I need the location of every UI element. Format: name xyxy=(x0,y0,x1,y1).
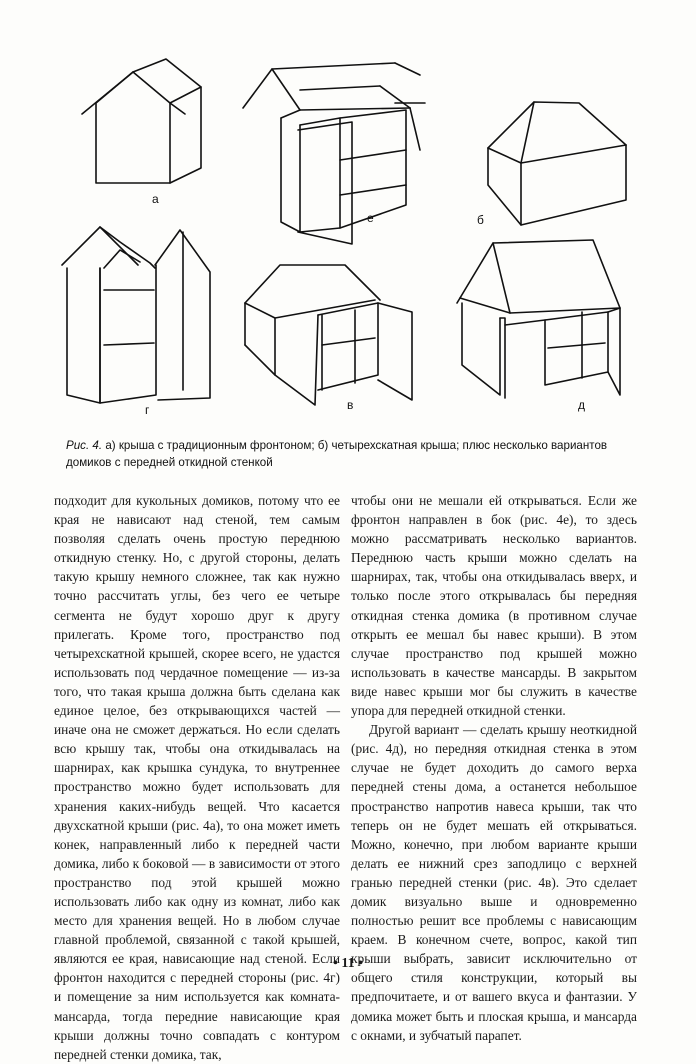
paragraph: чтобы они не мешали ей открываться. Если же фронтон направлен в бок (рис. 4е), то здесь можно рассматривать несколько вариантов. Переднюю часть крыши можно сделать на шарнирах, так, чтобы она откидывалась вверх, и только после этого открывалась бы передняя откидная стенка домика (в противном случае открыть ее мешал бы навес крыши). В этом случае пространство под крышей можно использовать в качестве мансарды. В закрытом виде навес крыши мог бы служить в качестве упора для передней откидной стенки. xyxy=(351,493,637,719)
house-g-drawing xyxy=(62,227,210,403)
figure-label-e: е xyxy=(367,211,374,225)
left-column xyxy=(54,491,340,1064)
house-v-drawing xyxy=(245,265,412,405)
figure-caption-label: Рис. 4. xyxy=(66,439,103,452)
paragraph: Другой вариант — сделать крышу неоткидной (рис. 4д), но передняя откидная стенка в этом случае не будет доходить до самого верха передней стены дома, а останется небольшое пространство напротив навеса крыши, так что теперь он не будет мешать ей открываться. Можно, конечно, при любом варианте крыши делать ее нижний срез заподлицо с верхней гранью передней стенки (рис. 4в). Это сделает домик визуально выше и одновременно полностью решит все проблемы с нависающим краем. В конечном счете, вопрос, какой тип крыши выбрать, зависит исключительно от общего стиля конструкции, который вы предпочитаете, и от вашего вкуса и фантазии. У домика может быть и плоская крыша, и мансарда с окнами, и зубчатый парапет. xyxy=(351,722,637,1043)
house-b-drawing xyxy=(488,102,626,225)
house-a-drawing xyxy=(82,59,201,183)
illustration-figure xyxy=(0,0,696,430)
page-number: • 11 • xyxy=(332,956,364,971)
house-e-drawing xyxy=(243,63,425,244)
dollhouse-drawings xyxy=(0,0,696,430)
figure-caption-text: а) крыша с традиционным фронтоном; б) четырехскатная крыша; плюс несколько вариантов домиков с передней откидной стенкой xyxy=(66,439,608,469)
figure-label-v: в xyxy=(347,398,354,412)
figure-caption xyxy=(66,438,636,471)
figure-label-b: б xyxy=(477,213,484,227)
figure-label-a: а xyxy=(152,192,159,206)
house-d-drawing xyxy=(457,240,620,398)
figure-label-d: д xyxy=(578,398,586,412)
figure-label-g: г xyxy=(145,403,150,417)
paragraph: подходит для кукольных домиков, потому что ее края не нависают над стеной, тем самым позволяя сделать очень простую переднюю откидную стенку. Но, с другой стороны, делать такую крышу немного сложнее, так как нужно точно рассчитать углы, без чего ее четыре сегмента не будут хорошо друг к другу прилегать. Кроме того, пространство под четырехскатной крышей, скорее всего, не удастся использовать под чердачное помещение — из-за того, что такая крыша должна быть сделана как единое целое, без открывающихся частей — иначе она не сможет держаться. Но если сделать всю крышу так, чтобы она откидывалась на шарнирах, как крышка сундука, то внутреннее пространство можно будет использовать для хранения каких-нибудь вещей. Что касается двухскатной крыши (рис. 4а), то она может иметь конек, направленный либо к передней части домика, либо к боковой — в зависимости от этого пространство под этой крышей можно использовать либо как одну из комнат, либо как место для хранения вещей. Но в любом случае главной проблемой, связанной с такой крышей, являются ее края, нависающие над стеной. Если фронтон находится с передней стороны (рис. 4г) и помещение за ним используется как комната-мансарда, тогда передние нависающие края крыши должны точно совпадать с контуром передней стенки домика, так, xyxy=(54,493,340,1062)
